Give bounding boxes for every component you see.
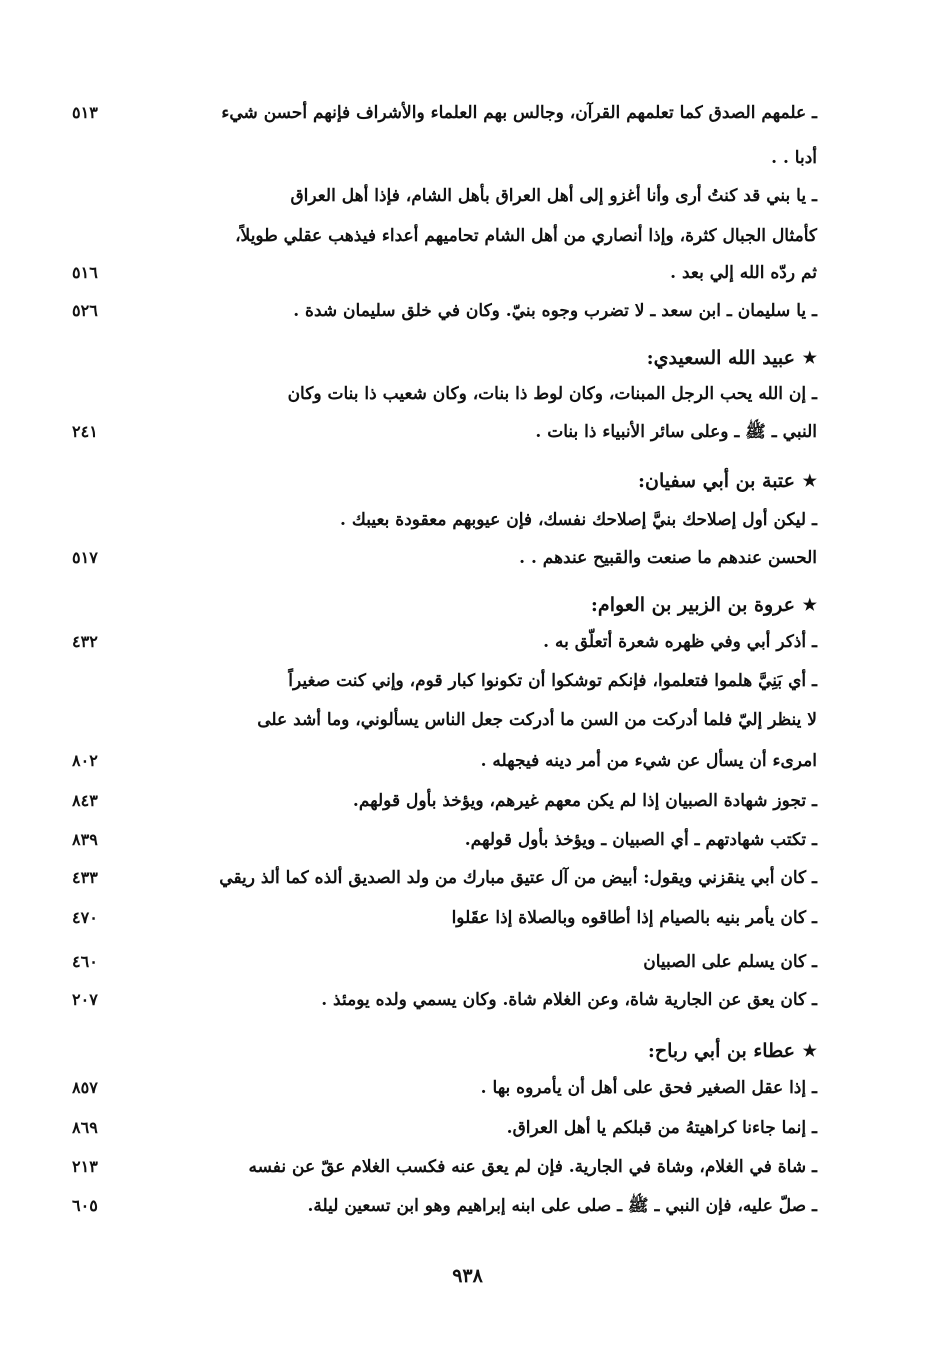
reference-number: ٨٥٧ (72, 1078, 98, 1097)
text-line (72, 502, 817, 538)
page-number: ٩٣٨ (452, 1265, 483, 1287)
line-text: ـ علمهم الصدق كما تعلمهم القرآن، وجالس بهم العلماء والأشراف فإنهم أحسن شيء (221, 103, 817, 123)
line-text: ـ تجوز شهادة الصبيان إذا لم يكن معهم غيرهم، ويؤخذ بأول قولهم. (352, 791, 817, 811)
line-text: ـ كان أبي ينقزني ويقول: أبيض من آل عتيق مبارك من ولد الصديق ألذه كما ألذ ريقي (219, 868, 817, 888)
reference-number: ٥١٦ (72, 263, 98, 282)
line-text: ـ إنما جاءنا كراهيتهُ من قبلكم يا أهل العراق. (506, 1118, 817, 1138)
reference-number: ٥٢٦ (72, 301, 98, 320)
line-text: ـ كان يسلم على الصبيان (643, 952, 817, 972)
line-text: النبي ـ ﷺ ـ وعلى سائر الأنبياء ذا بنات . (535, 422, 817, 442)
line-text: عطاء بن أبي رباح: (647, 1040, 795, 1062)
line-text: عبيد الله السعيدي: (646, 347, 795, 369)
section-heading (72, 1033, 817, 1069)
line-text: لا ينظر إليّ فلما أدركت من السن ما أدركت جعل الناس يسألوني، وما أشد على (257, 710, 817, 730)
line-text: ـ شاة في الغلام، وشاة في الجارية. فإن لم يعق عنه فكسب الغلام عقّ عن نفسه (248, 1157, 817, 1177)
text-line (72, 860, 817, 896)
line-text: ـ ليكن أول إصلاحك بنيَّ إصلاحك نفسك، فإن عيوبهم معقودة بعيبك . (340, 510, 817, 530)
text-line (72, 255, 817, 291)
reference-number: ٤٣٢ (72, 632, 98, 651)
reference-number: ٢٤١ (72, 422, 98, 441)
star-icon: ★ (802, 595, 817, 614)
section-heading (72, 340, 817, 376)
text-line (72, 293, 817, 329)
reference-number: ٦٠٥ (72, 1196, 98, 1215)
text-line (72, 1149, 817, 1185)
line-text: الحسن عندهم ما صنعت والقبيح عندهم . . (519, 548, 817, 568)
reference-number: ٨٠٢ (72, 751, 98, 770)
reference-number: ٨٣٩ (72, 830, 98, 849)
line-text: ـ كان يعق عن الجارية شاة، وعن الغلام شاة. وكان يسمي ولده يومئذ . (321, 990, 817, 1010)
line-text: ـ يا سليمان ـ ابن سعد ـ لا تضرب وجوه بنيّ. وكان في خلق سليمان شدة . (293, 301, 817, 321)
star-icon: ★ (802, 1041, 817, 1060)
line-text: ثم ردّه الله إلي بعد . (670, 263, 817, 283)
text-line (72, 982, 817, 1018)
text-line (72, 702, 817, 738)
line-text: ـ يا بني قد كنتُ أرى وأنا أغزو إلى أهل العراق بأهل الشام، فإذا أهل العراق (290, 186, 817, 206)
reference-number: ٨٦٩ (72, 1118, 98, 1137)
line-text: ـ إذا عقل الصغير فحق على أهل أن يأمروه بها . (480, 1078, 817, 1098)
text-line (72, 1188, 817, 1224)
line-text: أدبا . . (771, 148, 817, 168)
text-line (72, 140, 817, 176)
section-heading (72, 463, 817, 499)
reference-number: ٤٦٠ (72, 952, 98, 971)
text-line (72, 414, 817, 450)
reference-number: ٨٤٣ (72, 791, 98, 810)
line-text: كأمثال الجبال كثرة، وإذا أنصاري من أهل الشام تحاميهم أعداء فيذهب عقلي طويلاً، (235, 226, 817, 246)
text-line (72, 95, 817, 131)
line-text: عتبة بن أبي سفيان: (637, 470, 795, 492)
text-line (72, 663, 817, 699)
reference-number: ٥١٧ (72, 548, 98, 567)
text-line (72, 743, 817, 779)
text-line (72, 624, 817, 660)
section-heading (72, 587, 817, 623)
star-icon: ★ (802, 471, 817, 490)
line-text: عروة بن الزبير بن العوام: (590, 594, 795, 616)
reference-number: ٢١٣ (72, 1157, 98, 1176)
line-text: ـ أي بَنِيَّ هلموا فتعلموا، فإنكم توشكوا أن تكونوا كبار قوم، وإني كنت صغيراً (288, 671, 817, 691)
star-icon: ★ (802, 348, 817, 367)
line-text: ـ أذكر أبي وفي ظهره شعرة أتعلّق به . (543, 632, 817, 652)
text-line (72, 900, 817, 936)
line-text: ـ صلّ عليه، فإن النبي ـ ﷺ ـ صلى على ابنه إبراهيم وهو ابن تسعين ليلة. (307, 1196, 817, 1216)
text-line (72, 1110, 817, 1146)
text-line (72, 540, 817, 576)
reference-number: ٤٣٣ (72, 868, 98, 887)
text-line (72, 1070, 817, 1106)
text-line (72, 822, 817, 858)
reference-number: ٢٠٧ (72, 990, 98, 1009)
text-line (72, 178, 817, 214)
line-text: ـ تكتب شهادتهم ـ أي الصبيان ـ ويؤخذ بأول قولهم. (464, 830, 817, 850)
line-text: ـ كان يأمر بنيه بالصيام إذا أطاقوه وبالصلاة إذا عقَلوا (451, 908, 817, 928)
reference-number: ٤٧٠ (72, 908, 98, 927)
text-line (72, 218, 817, 254)
text-line (72, 783, 817, 819)
line-text: ـ إن الله يحب الرجل المبنات، وكان لوط ذا بنات، وكان شعيب ذا بنات وكان (287, 384, 817, 404)
text-line (72, 376, 817, 412)
line-text: امرىء أن يسأل عن شيء من أمر دينه فيجهله . (480, 751, 817, 771)
text-line (72, 944, 817, 980)
reference-number: ٥١٣ (72, 103, 98, 122)
